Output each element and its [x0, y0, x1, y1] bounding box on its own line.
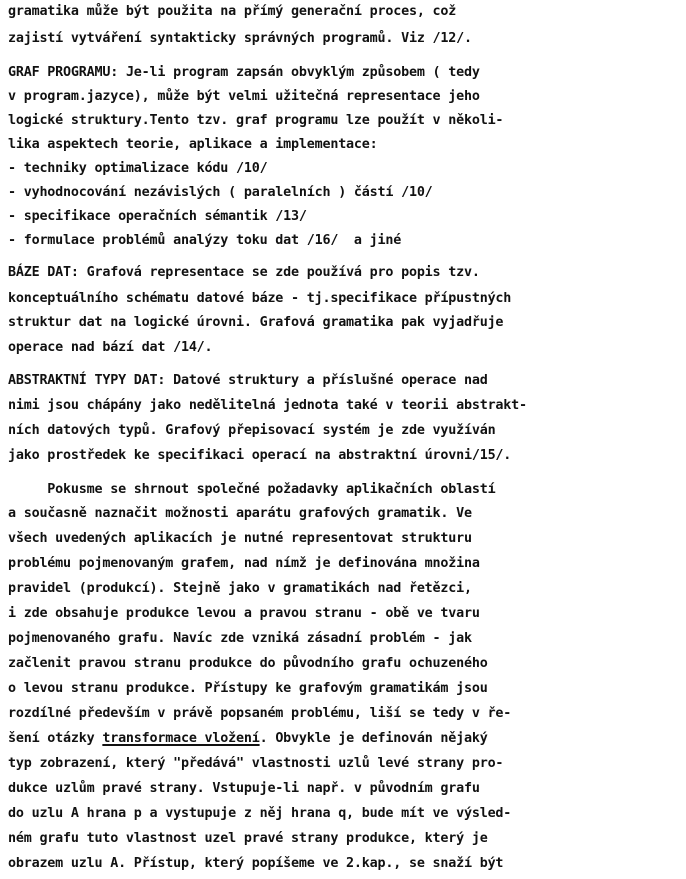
underlined-term: transformace vložení [102, 731, 260, 746]
text-line: do uzlu A hrana p a vystupuje z něj hrana q, bude mít ve výsled- [8, 806, 512, 821]
text-line: a současně naznačit možnosti aparátu grafových gramatik. Ve [8, 506, 472, 521]
text-line: struktur dat na logické úrovni. Grafová gramatika pak vyjadřuje [8, 315, 504, 330]
text-line: dukce uzlům pravé strany. Vstupuje-li např. v původním grafu [8, 781, 480, 796]
text-line: začlenit pravou stranu produkce do původního grafu ochuzeného [8, 656, 488, 671]
section-term: BÁZE DAT: [8, 265, 79, 280]
abstraktni-typy-line [8, 372, 488, 390]
text-fragment: Je-li program zapsán obvyklým způsobem ( tedy [118, 65, 480, 80]
text-line: pojmenovaného grafu. Navíc zde vzniká zásadní problém - jak [8, 631, 472, 646]
section-term: ABSTRAKTNÍ TYPY DAT: [8, 373, 166, 388]
text-line: o levou stranu produkce. Přístupy ke grafovým gramatikám jsou [8, 681, 488, 696]
text-line: všech uvedených aplikacích je nutné representovat strukturu [8, 531, 472, 546]
text-line: obrazem uzlu A. Přístup, který popíšeme ve 2.kap., se snaží být [8, 856, 504, 871]
text-line: i zde obsahuje produkce levou a pravou stranu - obě ve tvaru [8, 606, 480, 621]
text-fragment: šení otázky [8, 731, 103, 746]
text-line: nimi jsou chápány jako nedělitelná jednota také v teorii abstrakt- [8, 398, 527, 413]
text-line: zajistí vytváření syntakticky správných programů. Viz /12/. [8, 31, 472, 46]
text-line: ních datových typů. Grafový přepisovací systém je zde využíván [8, 423, 496, 438]
baze-dat-line [8, 264, 480, 282]
text-line: logické struktury.Tento tzv. graf programu lze použít v několi- [8, 113, 504, 128]
text-fragment: Grafová representace se zde používá pro popis tzv. [78, 265, 480, 280]
section-term: GRAF PROGRAMU: [8, 65, 119, 80]
text-line: problému pojmenovaným grafem, nad nímž je definována množina [8, 556, 480, 571]
list-item: - vyhodnocování nezávislých ( paralelních ) částí /10/ [8, 185, 433, 200]
text-line: konceptuálního schématu datové báze - tj.specifikace přípustných [8, 291, 512, 306]
text-line: jako prostředek ke specifikaci operací na abstraktní úrovni/15/. [8, 448, 512, 463]
text-fragment: . Obvykle je definován nějaký [259, 731, 488, 746]
text-line: v program.jazyce), může být velmi užitečná representace jeho [8, 89, 480, 104]
list-item: - specifikace operačních sémantik /13/ [8, 209, 307, 224]
text-line: Pokusme se shrnout společné požadavky aplikačních oblastí [8, 482, 496, 497]
list-item: - techniky optimalizace kódu /10/ [8, 161, 268, 176]
underlined-term-line [8, 730, 488, 748]
graf-programu-line [8, 64, 480, 82]
text-line: pravidel (produkcí). Stejně jako v gramatikách nad řetězci, [8, 581, 472, 596]
text-line: ném grafu tuto vlastnost uzel pravé strany produkce, který je [8, 831, 488, 846]
text-line: lika aspektech teorie, aplikace a implementace: [8, 137, 378, 152]
list-item: - formulace problémů analýzy toku dat /16/ a jiné [8, 233, 402, 248]
text-line: gramatika může být použita na přímý generační proces, což [8, 4, 457, 19]
text-line: typ zobrazení, který "předává" vlastnosti uzlů levé strany pro- [8, 756, 504, 771]
text-line: rozdílné především v právě popsaném problému, liší se tedy v ře- [8, 706, 512, 721]
text-fragment: Datové struktury a příslušné operace nad [165, 373, 488, 388]
text-line: operace nad bází dat /14/. [8, 340, 213, 355]
